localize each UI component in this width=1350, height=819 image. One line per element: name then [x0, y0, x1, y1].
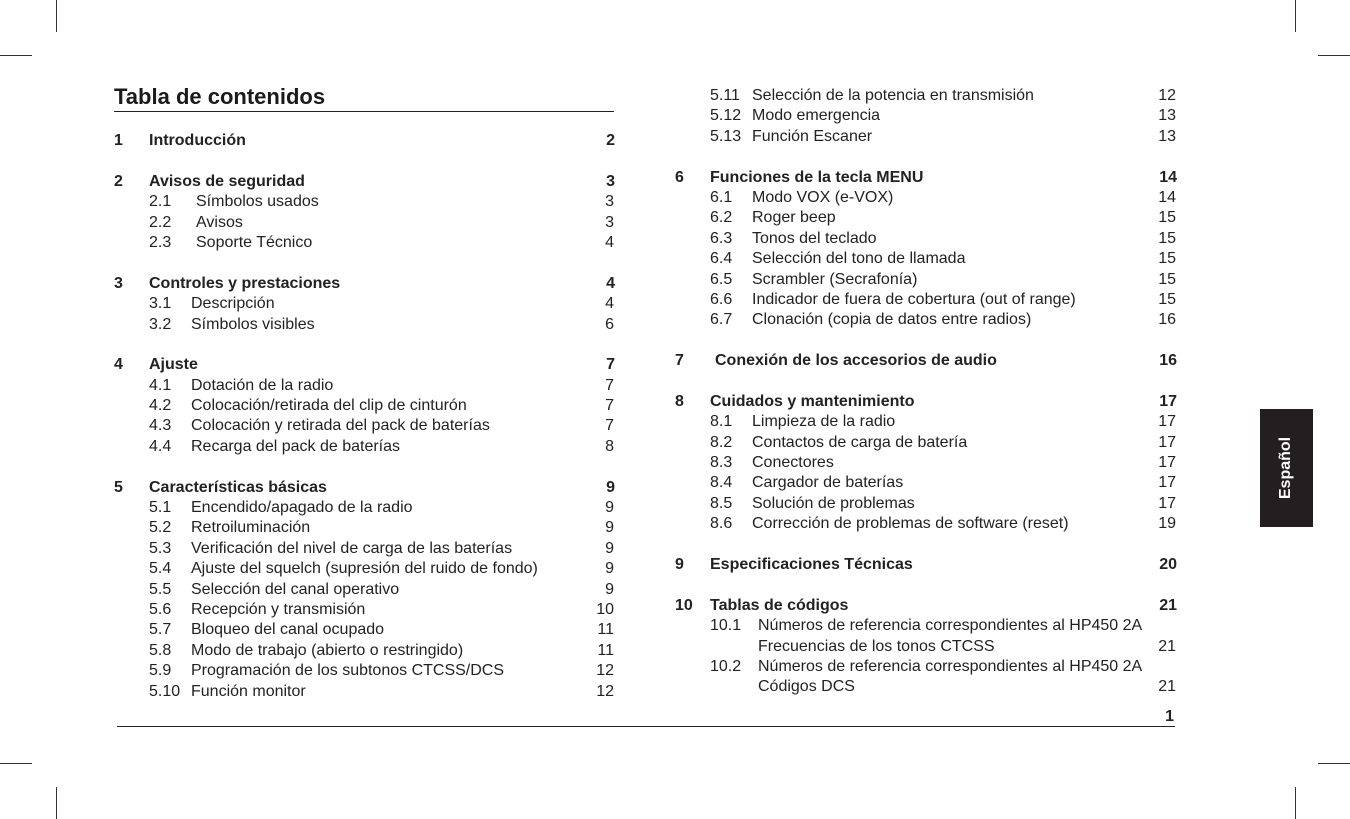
toc-entry-page: 21 — [1158, 637, 1176, 655]
toc-section-entry[interactable] — [675, 392, 1177, 412]
toc-entry-number: 9 — [675, 555, 684, 573]
toc-section-entry[interactable] — [114, 274, 615, 294]
toc-section-entry[interactable] — [675, 168, 1177, 188]
toc-subsection-entry[interactable] — [675, 127, 1177, 147]
toc-subsection-entry[interactable] — [114, 518, 615, 538]
toc-entry-title: Introducción — [149, 132, 246, 149]
toc-entry-page: 12 — [596, 662, 614, 680]
toc-spacer — [675, 147, 1177, 167]
page-title: Tabla de contenidos — [114, 84, 614, 112]
toc-entry-number: 5.1 — [149, 499, 172, 517]
toc-entry-page: 9 — [606, 478, 615, 496]
toc-section-entry[interactable] — [675, 596, 1177, 616]
toc-entry-page: 11 — [597, 641, 614, 659]
crop-mark — [1295, 787, 1296, 819]
toc-entry-title: Indicador de fuera de cobertura (out of range) — [752, 290, 1076, 308]
toc-entry-number: 4.2 — [149, 397, 172, 415]
crop-mark — [0, 55, 32, 56]
toc-section-entry[interactable] — [114, 131, 615, 151]
crop-mark — [1318, 763, 1350, 764]
toc-subsection-entry[interactable] — [675, 270, 1177, 290]
toc-entry-title: Bloqueo del canal ocupado — [191, 621, 385, 639]
toc-section-entry[interactable] — [675, 351, 1177, 371]
toc-entry-page: 7 — [605, 376, 614, 394]
toc-entry-number: 6.2 — [710, 209, 733, 227]
toc-entry-number: 4 — [114, 356, 123, 374]
toc-entry-page: 9 — [605, 519, 614, 537]
toc-entry-title: Corrección de problemas de software (reset) — [752, 515, 1069, 533]
toc-entry-page: 9 — [605, 499, 614, 517]
toc-subsection-entry[interactable] — [114, 641, 615, 661]
toc-subsection-entry[interactable] — [675, 208, 1177, 228]
toc-entry-title: Frecuencias de los tonos CTCSS — [758, 637, 995, 655]
toc-subsection-entry[interactable] — [675, 514, 1177, 534]
toc-entry-page: 3 — [605, 193, 614, 211]
toc-subsection-entry[interactable] — [114, 396, 615, 416]
toc-entry-title: Ajuste — [149, 356, 198, 374]
toc-entry-title: Solución de problemas — [752, 494, 915, 512]
toc-entry-page: 16 — [1159, 352, 1177, 370]
toc-entry-title: Colocación y retirada del pack de baterías — [191, 417, 490, 435]
toc-entry-number: 5.9 — [149, 662, 172, 680]
crop-mark — [1318, 55, 1350, 56]
toc-entry-number: 1 — [114, 132, 123, 149]
toc-entry-title: Retroiluminación — [191, 519, 311, 537]
toc-entry-title: Símbolos visibles — [191, 315, 315, 333]
toc-entry-title: Avisos de seguridad — [149, 172, 305, 190]
toc-entry-page: 3 — [606, 172, 615, 190]
toc-entry-page: 3 — [605, 213, 614, 231]
toc-entry-number: 5.7 — [149, 621, 172, 639]
crop-mark — [56, 0, 57, 32]
toc-entry-page: 19 — [1158, 515, 1176, 533]
toc-subsection-entry[interactable] — [675, 290, 1177, 310]
toc-entry-title: Tonos del teclado — [752, 229, 877, 247]
toc-entry-title: Función Escaner — [752, 127, 873, 145]
toc-entry-title: Modo emergencia — [752, 107, 881, 125]
toc-entry-page: 9 — [605, 580, 614, 598]
toc-entry-number: 4.4 — [149, 437, 172, 455]
toc-entry-number: 10.2 — [710, 657, 742, 675]
toc-entry-number: 10.1 — [710, 617, 742, 635]
toc-entry-title: Verificación del nivel de carga de las baterías — [191, 539, 513, 557]
toc-entry-number: 2 — [114, 172, 123, 190]
toc-entry-title: Códigos DCS — [758, 678, 855, 696]
toc-entry-number: 5.5 — [149, 580, 172, 598]
toc-entry-number: 5.4 — [149, 560, 172, 578]
toc-entry-title: Dotación de la radio — [191, 376, 334, 394]
toc-subsection-entry[interactable] — [675, 412, 1177, 432]
crop-mark — [1295, 0, 1296, 32]
toc-entry-page: 13 — [1158, 107, 1176, 125]
toc-spacer — [114, 151, 615, 171]
toc-entry-number: 8.2 — [710, 433, 733, 451]
toc-subsection-entry[interactable] — [675, 637, 1177, 657]
toc-entry-page: 4 — [605, 233, 614, 251]
toc-entry-page: 14 — [1158, 188, 1176, 206]
toc-entry-page: 12 — [1158, 87, 1176, 104]
toc-entry-title: Tablas de códigos — [710, 596, 849, 614]
toc-entry-title: Funciones de la tecla MENU — [710, 168, 924, 186]
language-tab — [1260, 409, 1313, 527]
toc-entry-title: Selección del tono de llamada — [752, 250, 966, 268]
toc-entry-number: 8.4 — [710, 474, 733, 492]
toc-entry-title: Modo VOX (e-VOX) — [752, 188, 894, 206]
toc-entry-page: 17 — [1158, 454, 1176, 472]
crop-mark — [56, 787, 57, 819]
toc-spacer — [114, 253, 615, 273]
toc-entry-page: 17 — [1158, 433, 1176, 451]
language-tab-label: Español — [1277, 436, 1295, 500]
toc-entry-number: 6.3 — [710, 229, 733, 247]
toc-entry-number: 2.2 — [149, 213, 172, 231]
toc-entry-page: 12 — [596, 682, 614, 700]
toc-entry-number: 4.3 — [149, 417, 172, 435]
toc-subsection-entry[interactable] — [114, 498, 615, 518]
toc-entry-page: 15 — [1158, 250, 1176, 268]
toc-entry-page: 17 — [1158, 413, 1176, 431]
toc-subsection-entry[interactable] — [675, 677, 1177, 697]
toc-entry-number: 3.2 — [149, 315, 172, 333]
toc-subsection-entry[interactable] — [114, 213, 615, 233]
toc-entry-title: Ajuste del squelch (supresión del ruido de fondo) — [191, 560, 538, 578]
toc-entry-number: 5.6 — [149, 600, 172, 618]
toc-subsection-entry[interactable] — [675, 433, 1177, 453]
toc-subsection-entry[interactable] — [675, 453, 1177, 473]
toc-spacer — [114, 457, 615, 477]
toc-entry-number: 8.5 — [710, 494, 733, 512]
toc-spacer — [675, 575, 1177, 595]
toc-subsection-entry[interactable] — [675, 494, 1177, 514]
toc-subsection-entry[interactable] — [114, 600, 615, 620]
toc-entry-page: 11 — [597, 621, 614, 639]
toc-subsection-entry[interactable] — [114, 539, 615, 559]
toc-entry-title: Controles y prestaciones — [149, 274, 341, 292]
toc-spacer — [675, 371, 1177, 391]
toc-subsection-entry[interactable] — [114, 559, 615, 579]
toc-entry-number: 5 — [114, 478, 123, 496]
toc-spacer — [114, 335, 615, 355]
toc-entry-title: Función monitor — [191, 682, 306, 700]
toc-entry-number: 7 — [675, 352, 684, 370]
toc-entry-page: 7 — [605, 397, 614, 415]
toc-subsection-entry[interactable] — [675, 473, 1177, 493]
toc-entry-number: 5.8 — [149, 641, 172, 659]
toc-entry-title: Colocación/retirada del clip de cinturón — [191, 397, 467, 415]
toc-entry-title: Especificaciones Técnicas — [710, 555, 913, 573]
toc-entry-title: Cargador de baterías — [752, 474, 904, 492]
toc-spacer — [675, 535, 1177, 555]
toc-entry-number: 4.1 — [149, 376, 172, 394]
toc-entry-number: 5.11 — [710, 87, 740, 104]
toc-subsection-entry[interactable] — [675, 657, 1177, 677]
toc-entry-number: 6.1 — [710, 188, 733, 206]
toc-entry-number: 2.1 — [149, 193, 172, 211]
toc-entry-page: 9 — [605, 539, 614, 557]
toc-subsection-entry[interactable] — [114, 416, 615, 436]
toc-subsection-entry[interactable] — [114, 315, 615, 335]
toc-subsection-entry[interactable] — [114, 682, 615, 702]
toc-entry-title: Características básicas — [149, 478, 327, 496]
toc-entry-title: Clonación (copia de datos entre radios) — [752, 311, 1032, 329]
toc-entry-page: 14 — [1159, 168, 1177, 186]
toc-entry-number: 5.3 — [149, 539, 172, 557]
toc-entry-number: 6.7 — [710, 311, 733, 329]
toc-entry-title: Recepción y transmisión — [191, 600, 366, 618]
toc-subsection-entry[interactable] — [114, 294, 615, 314]
toc-entry-number: 6.4 — [710, 250, 733, 268]
toc-subsection-entry[interactable] — [675, 229, 1177, 249]
toc-entry-number: 5.10 — [149, 682, 181, 700]
toc-entry-title: Números de referencia correspondientes al HP450 2A — [758, 657, 1143, 675]
toc-left-column — [114, 131, 615, 702]
toc-entry-page: 2 — [606, 132, 615, 149]
toc-subsection-entry[interactable] — [675, 106, 1177, 126]
toc-entry-title: Avisos — [196, 213, 243, 231]
toc-entry-number: 8.3 — [710, 454, 733, 472]
toc-entry-number: 6.6 — [710, 290, 733, 308]
toc-entry-page: 15 — [1158, 229, 1176, 247]
toc-entry-title: Conexión de los accesorios de audio — [715, 352, 997, 370]
toc-entry-number: 5.2 — [149, 519, 172, 537]
toc-entry-page: 17 — [1158, 474, 1176, 492]
toc-section-entry[interactable] — [114, 478, 615, 498]
toc-entry-title: Scrambler (Secrafonía) — [752, 270, 918, 288]
toc-subsection-entry[interactable] — [675, 188, 1177, 208]
toc-entry-title: Programación de los subtonos CTCSS/DCS — [191, 662, 505, 680]
toc-entry-number: 6 — [675, 168, 684, 186]
toc-entry-number: 6.5 — [710, 270, 733, 288]
toc-entry-page: 10 — [596, 600, 614, 618]
toc-entry-page: 15 — [1158, 209, 1176, 227]
toc-subsection-entry[interactable] — [114, 620, 615, 640]
toc-entry-number: 8.1 — [710, 413, 733, 431]
toc-entry-title: Recarga del pack de baterías — [191, 437, 401, 455]
toc-subsection-entry[interactable] — [114, 376, 615, 396]
page-number: 1 — [1165, 708, 1174, 725]
toc-entry-number: 8.6 — [710, 515, 733, 533]
toc-entry-title: Símbolos usados — [196, 193, 319, 211]
toc-entry-page: 7 — [605, 417, 614, 435]
toc-entry-page: 7 — [606, 356, 615, 374]
toc-subsection-entry[interactable] — [114, 580, 615, 600]
toc-subsection-entry[interactable] — [675, 616, 1177, 636]
toc-entry-page: 17 — [1158, 494, 1176, 512]
toc-entry-page: 8 — [605, 437, 614, 455]
toc-subsection-entry[interactable] — [114, 437, 615, 457]
toc-entry-page: 21 — [1158, 678, 1176, 696]
toc-subsection-entry[interactable] — [114, 233, 615, 253]
toc-entry-title: Encendido/apagado de la radio — [191, 499, 413, 517]
toc-subsection-entry[interactable] — [675, 310, 1177, 330]
toc-entry-page: 15 — [1158, 290, 1176, 308]
toc-entry-page: 9 — [605, 560, 614, 578]
toc-entry-title: Cuidados y mantenimiento — [710, 392, 915, 410]
toc-entry-title: Roger beep — [752, 209, 836, 227]
footer-divider — [117, 726, 1175, 727]
toc-subsection-entry[interactable] — [675, 86, 1177, 106]
toc-entry-number: 3.1 — [149, 295, 172, 313]
toc-entry-page: 20 — [1159, 555, 1177, 573]
toc-section-entry[interactable] — [114, 172, 615, 192]
toc-entry-number: 8 — [675, 392, 684, 410]
toc-entry-number: 2.3 — [149, 233, 172, 251]
toc-entry-page: 13 — [1158, 127, 1176, 145]
toc-entry-title: Números de referencia correspondientes al HP450 2A — [758, 617, 1143, 635]
toc-entry-title: Selección del canal operativo — [191, 580, 400, 598]
toc-subsection-entry[interactable] — [114, 192, 615, 212]
toc-entry-number: 3 — [114, 274, 123, 292]
toc-entry-page: 15 — [1158, 270, 1176, 288]
toc-entry-title: Contactos de carga de batería — [752, 433, 968, 451]
toc-entry-title: Descripción — [191, 295, 275, 313]
toc-entry-title: Modo de trabajo (abierto o restringido) — [191, 641, 464, 659]
toc-entry-page: 16 — [1158, 311, 1176, 329]
toc-entry-page: 21 — [1159, 596, 1177, 614]
toc-entry-title: Limpieza de la radio — [752, 413, 896, 431]
toc-entry-title: Soporte Técnico — [196, 233, 313, 251]
toc-entry-number: 5.12 — [710, 107, 742, 125]
toc-entry-title: Selección de la potencia en transmisión — [752, 87, 1034, 104]
toc-subsection-entry[interactable] — [675, 249, 1177, 269]
crop-mark — [0, 763, 32, 764]
toc-spacer — [675, 331, 1177, 351]
toc-entry-number: 10 — [675, 596, 693, 614]
toc-entry-page: 4 — [606, 274, 615, 292]
toc-entry-number: 5.13 — [710, 127, 742, 145]
toc-subsection-entry[interactable] — [114, 661, 615, 681]
toc-entry-page: 17 — [1159, 392, 1177, 410]
toc-entry-page: 4 — [605, 295, 614, 313]
toc-section-entry[interactable] — [114, 355, 615, 375]
toc-section-entry[interactable] — [675, 555, 1177, 575]
toc-right-column — [675, 86, 1177, 698]
toc-entry-page: 6 — [605, 315, 614, 333]
toc-entry-title: Conectores — [752, 454, 834, 472]
